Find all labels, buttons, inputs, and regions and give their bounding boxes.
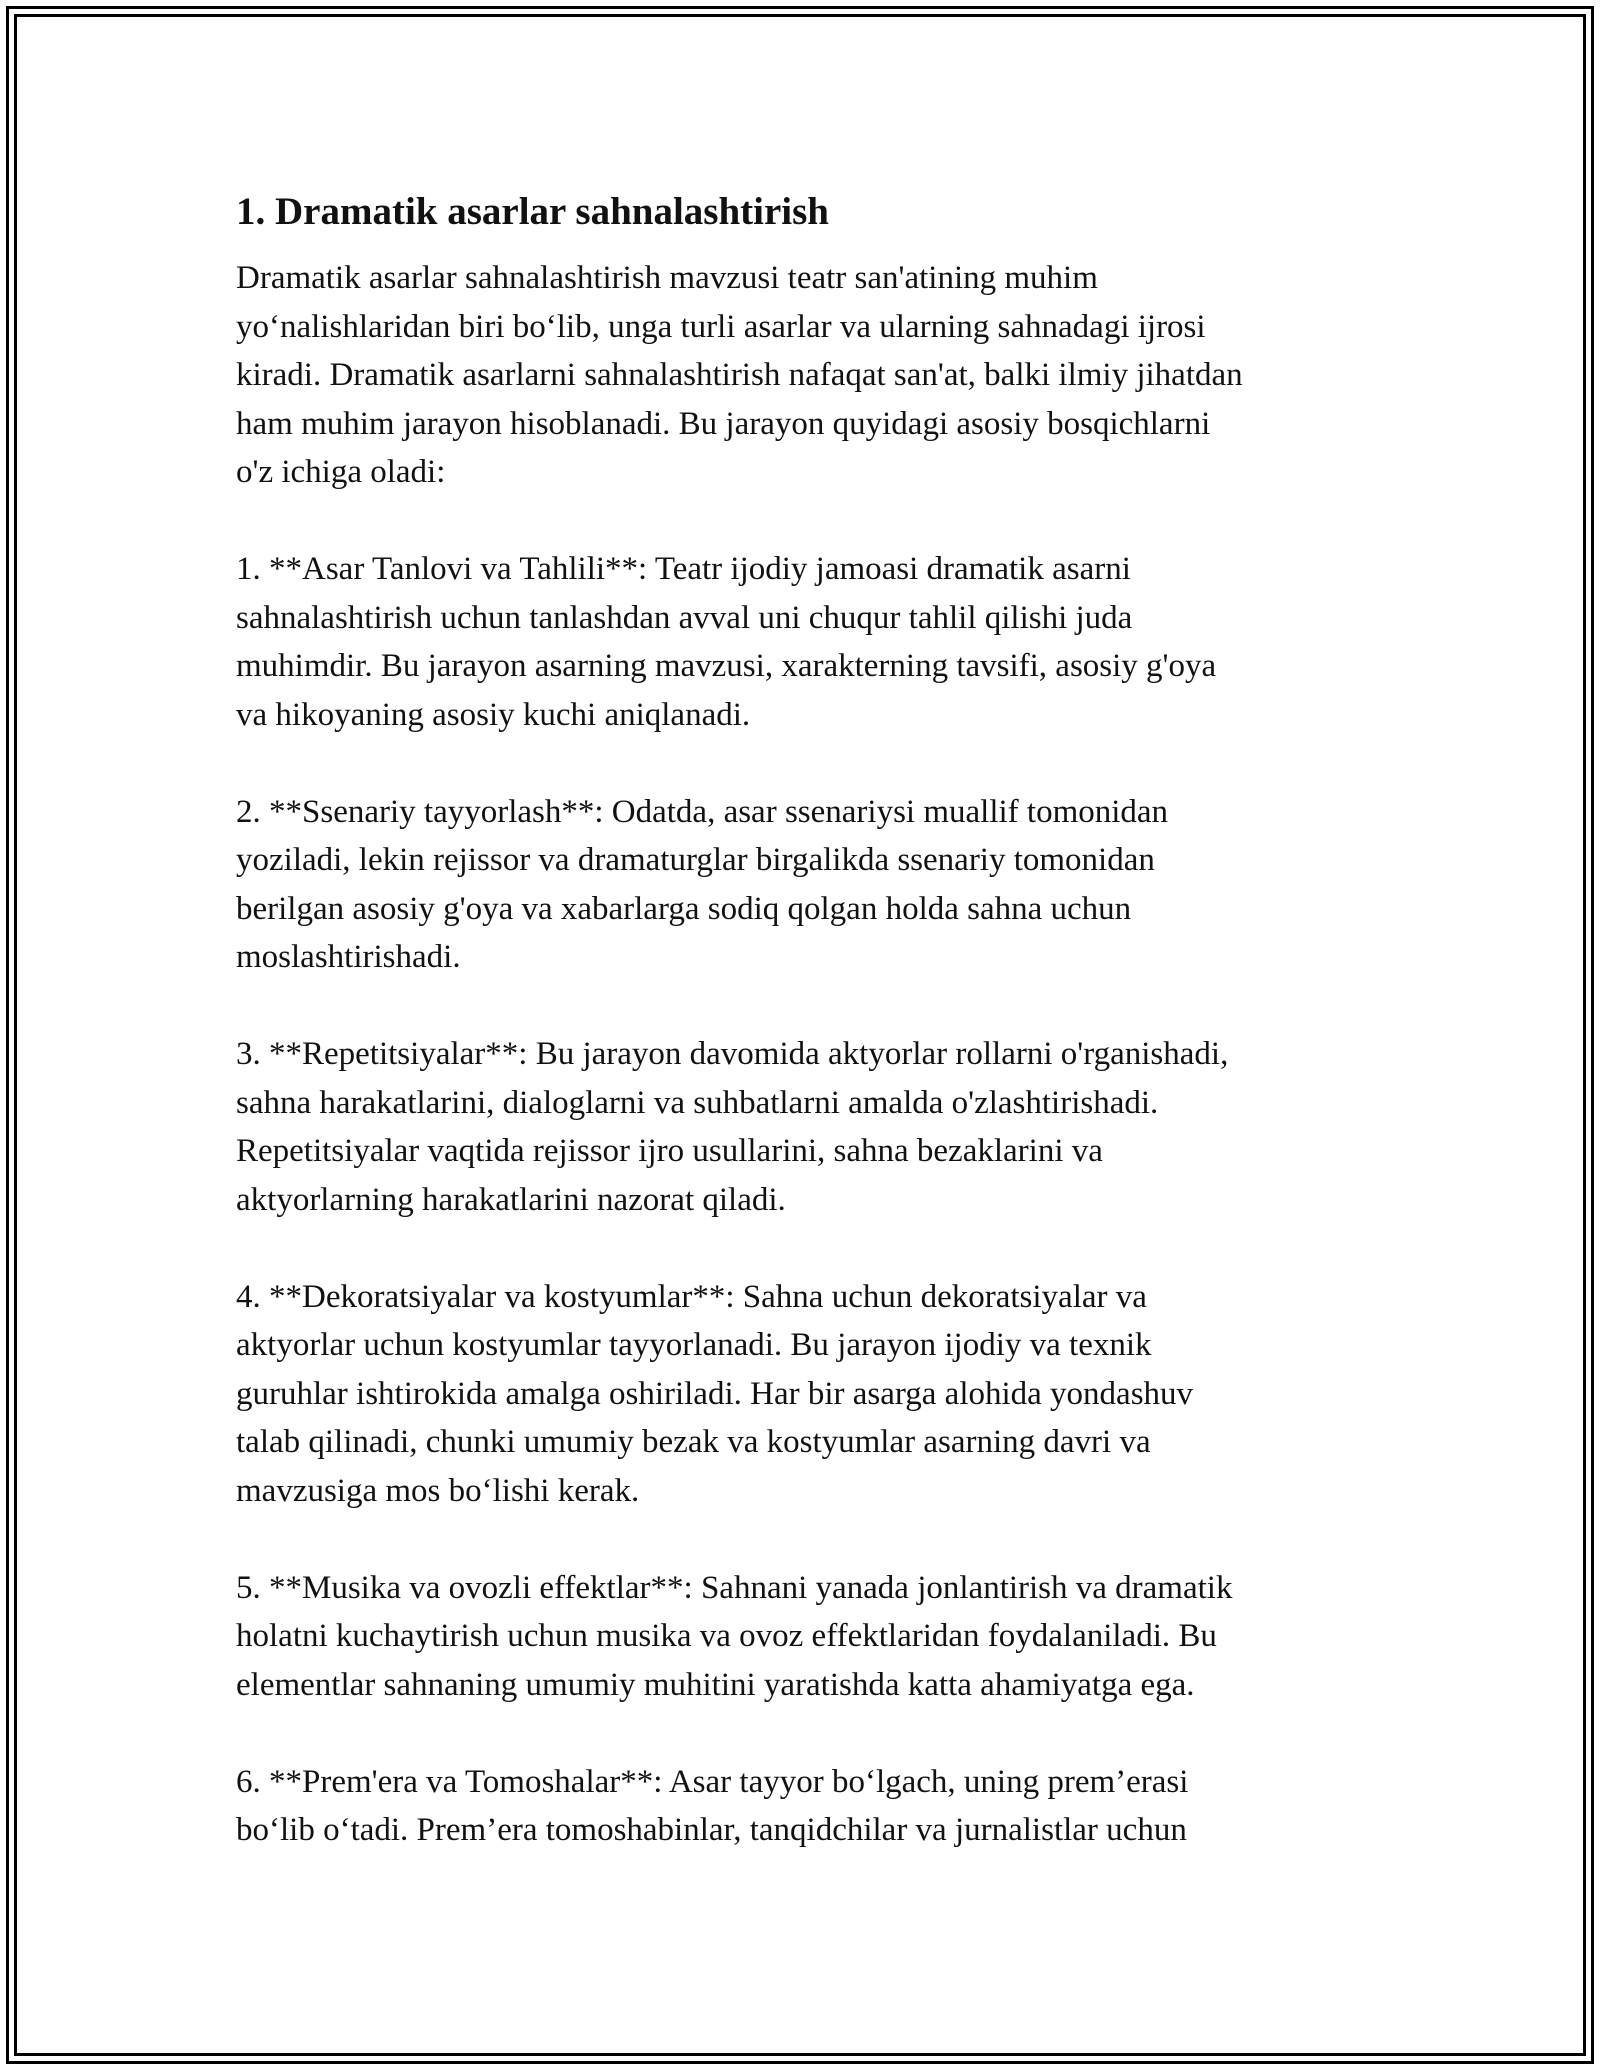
text-line: Repetitsiyalar vaqtida rejissor ijro usullarini, sahna bezaklarini va (236, 1133, 1103, 1169)
list-item-5 (236, 1564, 1366, 1710)
list-item-3 (236, 1030, 1366, 1224)
text-line: holatni kuchaytirish uchun musika va ovoz effektlaridan foydalaniladi. Bu (236, 1618, 1217, 1654)
list-item-6 (236, 1758, 1366, 1855)
text-line: moslashtirishadi. (236, 939, 461, 975)
list-item-2 (236, 788, 1366, 982)
text-line: aktyorlar uchun kostyumlar tayyorlanadi. Bu jarayon ijodiy va texnik (236, 1327, 1152, 1363)
document-body (236, 186, 1366, 1903)
text-line: guruhlar ishtirokida amalga oshiriladi. Har bir asarga alohida yondashuv (236, 1375, 1194, 1412)
text-line: bo‘lib o‘tadi. Prem’era tomoshabinlar, tanqidchilar va jurnalistlar uchun (236, 1812, 1187, 1848)
text-line: 4. **Dekoratsiyalar va kostyumlar**: Sahna uchun dekoratsiyalar va (236, 1278, 1147, 1315)
intro-paragraph (236, 254, 1366, 497)
text-line: yo‘nalishlaridan biri bo‘lib, unga turli asarlar va ularning sahnadagi ijrosi (236, 308, 1206, 345)
text-line: 5. **Musika va ovozli effektlar**: Sahnani yanada jonlantirish va dramatik (236, 1569, 1233, 1606)
text-line: berilgan asosiy g'oya va xabarlarga sodiq qolgan holda sahna uchun (236, 890, 1132, 927)
text-line: 2. **Ssenariy tayyorlash**: Odatda, asar ssenariysi muallif tomonidan (236, 793, 1169, 830)
text-line: ham muhim jarayon hisoblanadi. Bu jarayon quyidagi asosiy bosqichlarni (236, 405, 1211, 442)
text-line: sahna harakatlarini, dialoglarni va suhbatlarni amalda o'zlashtirishadi. (236, 1084, 1159, 1121)
text-line: mavzusiga mos bo‘lishi kerak. (236, 1472, 640, 1509)
list-item-4 (236, 1273, 1366, 1516)
text-line: sahnalashtirish uchun tanlashdan avval uni chuqur tahlil qilishi juda (236, 599, 1133, 636)
text-line: o'z ichiga oladi: (236, 454, 446, 490)
text-line: va hikoyaning asosiy kuchi aniqlanadi. (236, 696, 751, 733)
text-line: 1. **Asar Tanlovi va Tahlili**: Teatr ijodiy jamoasi dramatik asarni (236, 551, 1131, 587)
text-line: yoziladi, lekin rejissor va dramaturglar birgalikda ssenariy tomonidan (236, 842, 1155, 878)
text-line: Dramatik asarlar sahnalashtirish mavzusi teatr san'atining muhim (236, 260, 1098, 296)
text-line: talab qilinadi, chunki umumiy bezak va kostyumlar asarning davri va (236, 1424, 1151, 1460)
document-title: 1. Dramatik asarlar sahnalashtirish (236, 190, 829, 233)
text-line: aktyorlarning harakatlarini nazorat qiladi. (236, 1181, 786, 1218)
text-line: muhimdir. Bu jarayon asarning mavzusi, xarakterning tavsifi, asosiy g'oya (236, 648, 1217, 684)
text-line: 3. **Repetitsiyalar**: Bu jarayon davomida aktyorlar rollarni o'rganishadi, (236, 1036, 1229, 1072)
text-line: 6. **Prem'era va Tomoshalar**: Asar tayyor bo‘lgach, uning prem’erasi (236, 1763, 1189, 1800)
text-line: kiradi. Dramatik asarlarni sahnalashtirish nafaqat san'at, balki ilmiy jihatdan (236, 357, 1243, 393)
text-line: elementlar sahnaning umumiy muhitini yaratishda katta ahamiyatga ega. (236, 1666, 1195, 1703)
list-item-1 (236, 545, 1366, 739)
